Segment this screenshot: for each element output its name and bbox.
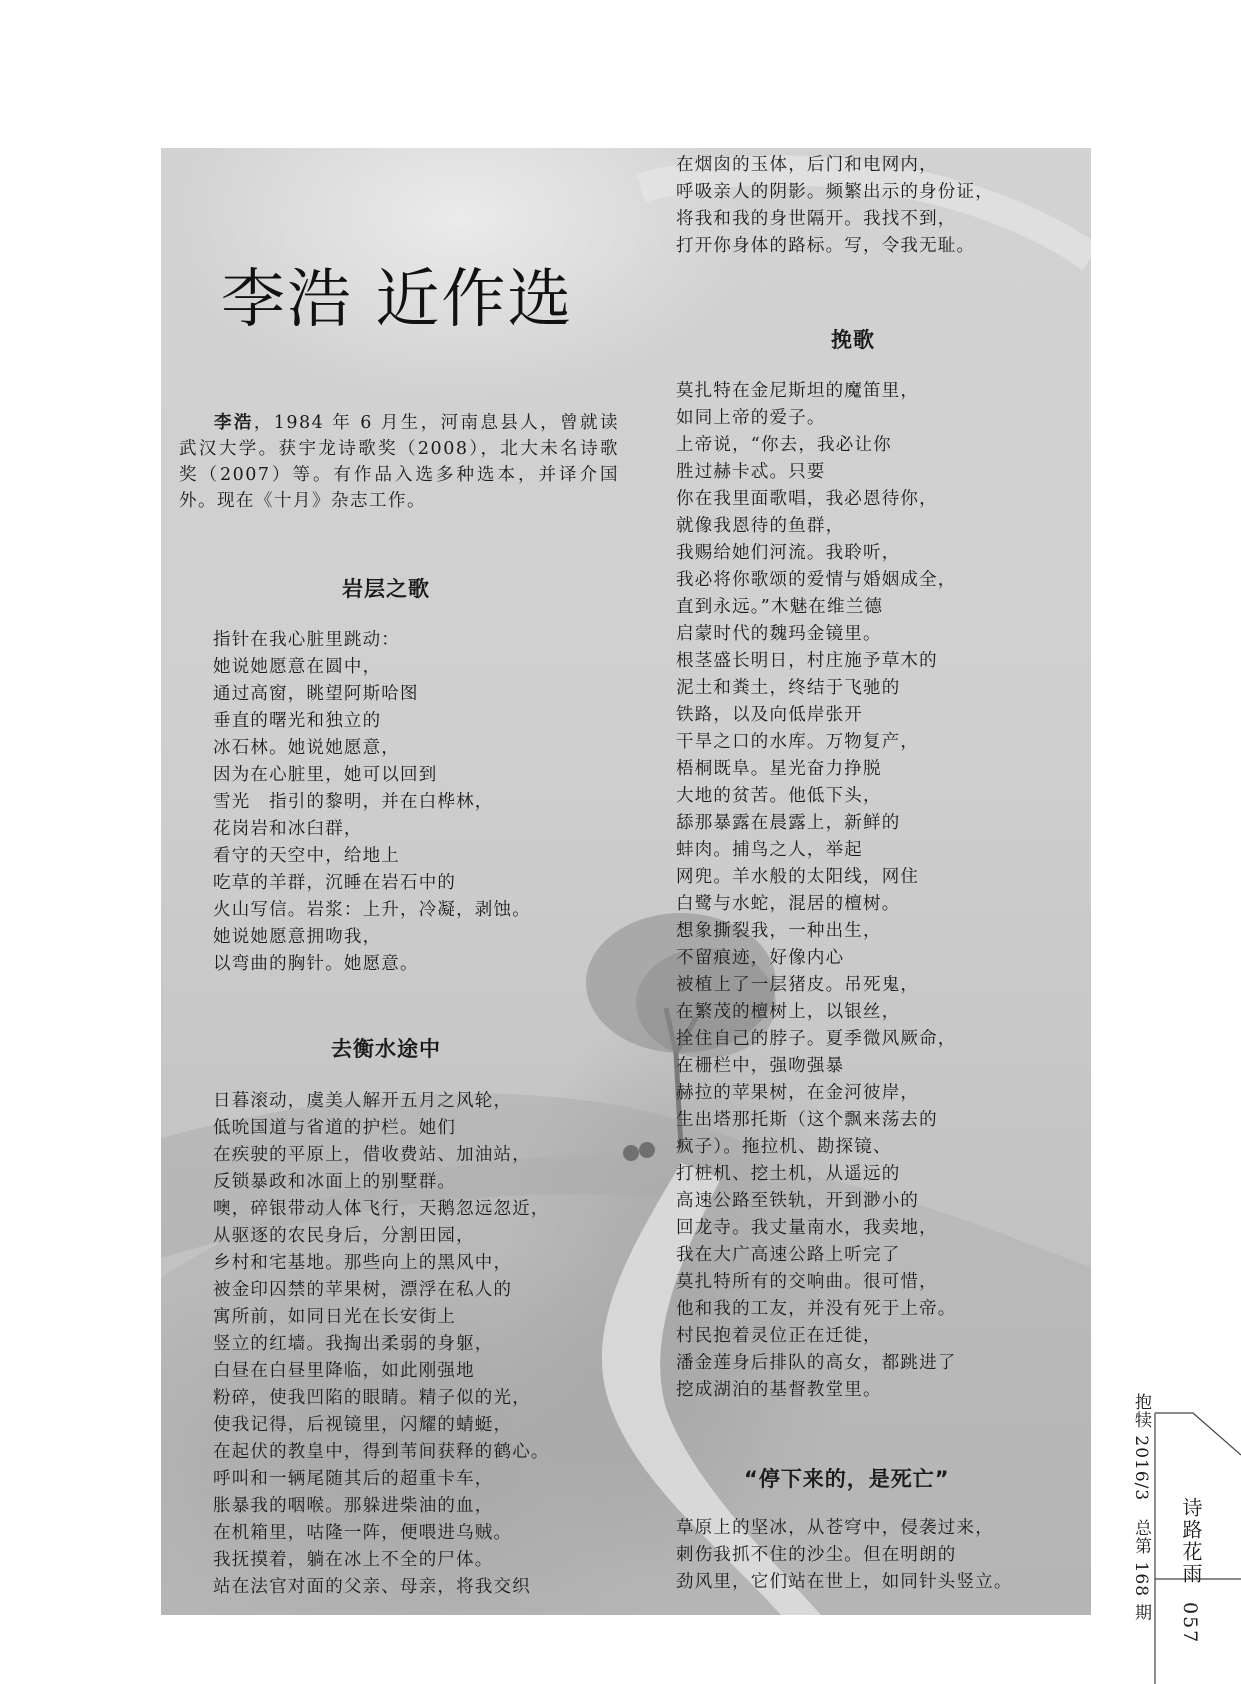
author-name: 李浩 [214,413,254,433]
author-bio [179,410,619,514]
poem-line: 想象撕裂我，一种出生， [676,921,882,941]
poem-line: 上帝说，“你去，我必让你 [676,435,892,455]
poem-line: 如同上帝的爱子。 [676,408,826,428]
page-number: 057 [1179,1602,1201,1645]
poem-line: 通过高窗，眺望阿斯哈图 [213,684,419,704]
poem-line: 打桩机、挖土机，从遥远的 [676,1164,901,1184]
page-title: 李浩 近作选 [221,263,574,337]
poem-line: 挖成湖泊的基督教堂里。 [676,1380,882,1400]
poem-line: 回龙寺。我丈量南水，我卖地， [676,1218,938,1238]
poem-line: 干旱之口的水库。万物复产， [676,732,920,752]
poem-line: 蚌肉。捕鸟之人，举起 [676,840,863,860]
poem-line: 反锁暴政和冰面上的别墅群。 [213,1172,457,1192]
poem-line: 胀暴我的咽喉。那躲进柴油的血， [213,1496,494,1516]
poem-line: 看守的天空中，给地上 [213,846,400,866]
poem-line: 日暮滚动，虞美人解开五月之风轮， [213,1091,513,1111]
poem-line: 直到永远。”木魅在维兰德 [676,597,884,617]
poem-line: 寓所前，如同日光在长安街上 [213,1307,457,1327]
poem-line: 呼叫和一辆尾随其后的超重卡车， [213,1469,494,1489]
magazine-issue: 抱犊 2016/3 总第 168 期 [1131,1393,1151,1622]
poem-line: 莫扎特在金尼斯坦的魔笛里， [676,381,920,401]
poem-line: 舔那暴露在晨露上，新鲜的 [676,813,901,833]
poem-line: 网兜。羊水般的太阳线，网住 [676,867,920,887]
poem-line: 梧桐既阜。星光奋力挣脱 [676,759,882,779]
poem-title-2: 去衡水途中 [331,1037,441,1061]
poem-line: 我赐给她们河流。我聆听， [676,543,901,563]
poem-line: 白昼在白昼里降临，如此刚强地 [213,1361,475,1381]
poem-line: 启蒙时代的魏玛金镜里。 [676,624,882,644]
poem-line: 我在大广高速公路上听完了 [676,1245,901,1265]
poem-line: 胜过赫卡忒。只要 [676,462,826,482]
poem-line: 拴住自己的脖子。夏季微风厥命， [676,1029,957,1049]
poem-line: 在栅栏中，强吻强暴 [676,1056,845,1076]
poem-line: 根茎盛长明日，村庄施予草木的 [676,651,938,671]
poem-line: 噢，碎银带动人体飞行，天鹅忽远忽近， [213,1199,550,1219]
poem-line: 刺伤我抓不住的沙尘。但在明朗的 [676,1545,957,1565]
poem-line: 粉碎，使我凹陷的眼睛。精子似的光， [213,1388,531,1408]
poem-3-lines [676,378,957,1404]
poem-line: 疯子）。拖拉机、勘探镜、 [676,1137,892,1157]
poem-line: 使我记得，后视镜里，闪耀的蜻蜓， [213,1415,513,1435]
poem-line: 大地的贫苦。他低下头， [676,786,882,806]
poem-line: 他和我的工友，并没有死于上帝。 [676,1299,957,1319]
poem-line: 指针在我心脏里跳动： [213,630,400,650]
poem-line: 以弯曲的胸针。她愿意。 [213,954,419,974]
poem-line: 赫拉的苹果树，在金河彼岸， [676,1083,920,1103]
poem-line: 我抚摸着，躺在冰上不全的尸体。 [213,1550,494,1570]
poem-4-lines [676,1515,1013,1596]
poem-line: 竖立的红墙。我掏出柔弱的身躯， [213,1334,494,1354]
page-footer [1091,1385,1241,1684]
poem-line: 村民抱着灵位正在迁徙， [676,1326,882,1346]
poem-line: 将我和我的身世隔开。我找不到， [676,209,957,229]
poem-line: 铁路，以及向低岸张开 [676,705,863,725]
footer-frame [1091,1385,1241,1684]
poem-line: 打开你身体的路标。写，令我无耻。 [676,236,976,256]
poem-line: 冰石林。她说她愿意， [213,738,400,758]
poem-line: 白鹭与水蛇，混居的檀树。 [676,894,901,914]
poem-line: 在起伏的教皇中，得到苇间获释的鹤心。 [213,1442,550,1462]
poem-line: 雪光 指引的黎明，并在白桦林， [213,792,494,812]
poem-line: 泥土和粪土，终结于飞驰的 [676,678,901,698]
poem-line: 你在我里面歌唱，我必恩待你， [676,489,938,509]
poem-line: 在疾驶的平原上，借收费站、加油站， [213,1145,531,1165]
poem-line: 被植上了一层猪皮。吊死鬼， [676,975,920,995]
poem-line: 不留痕迹，好像内心 [676,948,845,968]
poem-line: 花岗岩和冰臼群， [213,819,363,839]
column-name: 诗路花雨 [1179,1497,1203,1585]
poem-line: 生出塔那托斯（这个飘来荡去的 [676,1110,938,1130]
poem-line: 莫扎特所有的交响曲。很可惜， [676,1272,938,1292]
poem-line: 潘金莲身后排队的高女，都跳进了 [676,1353,957,1373]
poem-line: 我必将你歌颂的爱情与婚姻成全， [676,570,957,590]
poem-line: 垂直的曙光和独立的 [213,711,382,731]
poem-2-lines [213,1088,550,1601]
poem-line: 因为在心脏里，她可以回到 [213,765,438,785]
poem-line: 从驱逐的农民身后，分割田园， [213,1226,475,1246]
poem-line: 呼吸亲人的阴影。频繁出示的身份证， [676,182,994,202]
poem-line: 低吮国道与省道的护栏。她们 [213,1118,457,1138]
poem-line: 就像我恩待的鱼群， [676,516,845,536]
poem-line: 在机箱里，咕隆一阵，便喂进乌贼。 [213,1523,513,1543]
author-bio-text: ，1984 年 6 月生，河南息县人，曾就读武汉大学。获宇龙诗歌奖（2008），北大未名诗歌奖（2007）等。有作品入选多种选本，并译介国外。现在《十月》杂志工作。 [179,413,620,511]
poem-line: 高速公路至铁轨，开到渺小的 [676,1191,920,1211]
poem-line: 火山写信。岩浆：上升，冷凝，剥蚀。 [213,900,531,920]
poem-line: 在烟囱的玉体，后门和电网内， [676,155,938,175]
poem-1-lines [213,627,531,978]
poem-2-continued-lines [676,152,994,260]
poem-title-1: 岩层之歌 [342,577,430,601]
poem-line: 劲风里，它们站在世上，如同针头竖立。 [676,1572,1013,1592]
poem-line: 她说她愿意拥吻我， [213,927,382,947]
poem-line: 草原上的坚冰，从苍穹中，侵袭过来， [676,1518,994,1538]
poem-title-4: “停下来的，是死亡” [744,1467,950,1491]
poem-line: 被金印囚禁的苹果树，漂浮在私人的 [213,1280,513,1300]
poem-line: 站在法官对面的父亲、母亲，将我交织 [213,1577,531,1597]
poem-line: 吃草的羊群，沉睡在岩石中的 [213,873,457,893]
poem-title-3: 挽歌 [831,328,875,352]
illustration-panel [161,148,1091,1615]
poem-line: 她说她愿意在圆中， [213,657,382,677]
poem-line: 乡村和宅基地。那些向上的黑风中， [213,1253,513,1273]
poem-line: 在繁茂的檀树上，以银丝， [676,1002,901,1022]
